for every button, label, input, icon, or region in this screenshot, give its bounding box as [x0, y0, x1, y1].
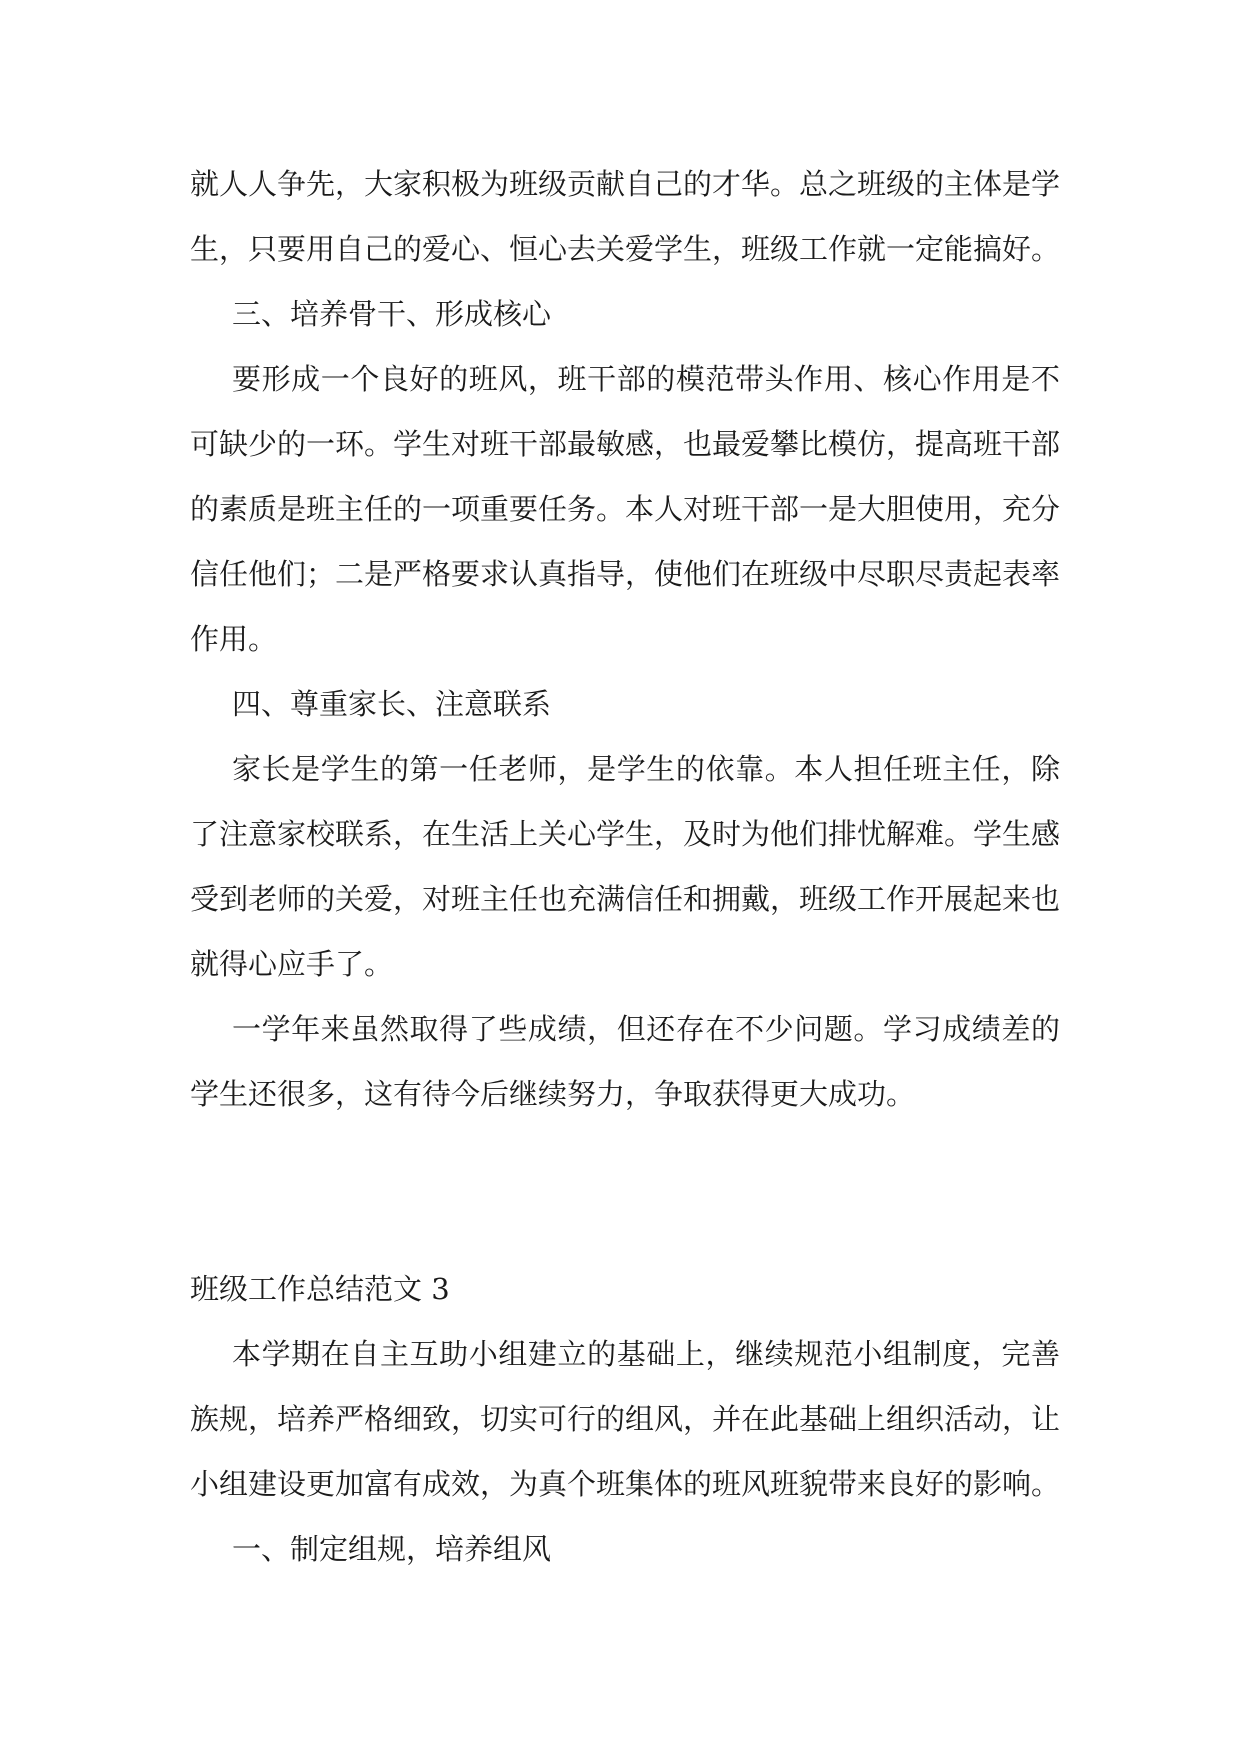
section-spacer: [190, 1127, 1060, 1257]
paragraph-continuation: 就人人争先，大家积极为班级贡献自己的才华。总之班级的主体是学生，只要用自己的爱心、恒心去关爱学生，班级工作就一定能搞好。: [190, 167, 1061, 266]
section-heading-1: 一、制定组规，培养组风: [232, 1532, 552, 1566]
document-body: [190, 152, 1060, 1582]
paragraph-intro: 本学期在自主互助小组建立的基础上，继续规范小组制度，完善族规，培养严格细致，切实可行的组风，并在此基础上组织活动，让小组建设更加富有成效，为真个班集体的班风班貌带来良好的影响。: [190, 1337, 1061, 1501]
paragraph-conclusion: 一学年来虽然取得了些成绩，但还存在不少问题。学习成绩差的学生还很多，这有待今后继续努力，争取获得更大成功。: [190, 1012, 1060, 1111]
paragraph-class-leaders: 要形成一个良好的班风，班干部的模范带头作用、核心作用是不可缺少的一环。学生对班干部最敏感，也最爱攀比模仿，提高班干部的素质是班主任的一项重要任务。本人对班干部一是大胆使用，充分信任他们；二是严格要求认真指导，使他们在班级中尽职尽责起表率作用。: [190, 362, 1061, 656]
section-heading-3: 三、培养骨干、形成核心: [232, 297, 552, 331]
section-heading-4: 四、尊重家长、注意联系: [232, 687, 552, 721]
document-title: 班级工作总结范文 3: [190, 1272, 450, 1306]
paragraph-parents: 家长是学生的第一任老师，是学生的依靠。本人担任班主任，除了注意家校联系，在生活上关心学生，及时为他们排忧解难。学生感受到老师的关爱，对班主任也充满信任和拥戴，班级工作开展起来也就得心应手了。: [190, 752, 1061, 981]
